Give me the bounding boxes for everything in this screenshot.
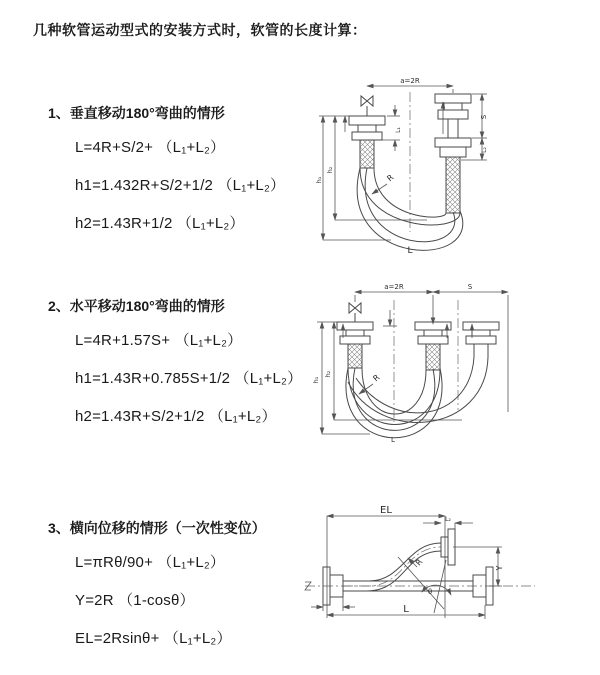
right-flange-top <box>435 94 471 103</box>
upper-flange <box>441 537 448 557</box>
dim-label-h1: h₁ <box>312 376 320 384</box>
section-2-heading: 2、水平移动180°弯曲的情形 <box>48 298 225 314</box>
braided-hose-left <box>360 140 374 168</box>
section-vertical-move <box>48 103 285 250</box>
dim-label-a2r: a=2R <box>384 283 404 291</box>
valve-icon <box>349 303 361 313</box>
dim-label-l1: L₁ <box>395 127 402 133</box>
radius-label: R <box>385 172 396 184</box>
formula-h1: h1=1.43R+0.785S+1/2 （L₁+L₂） <box>75 370 303 387</box>
formula-h2: h2=1.43R+S/2+1/2 （L₁+L₂） <box>75 408 277 425</box>
length-label: L <box>391 436 395 444</box>
hose-displaced <box>343 543 441 581</box>
dim-label-el: EL <box>380 505 392 516</box>
angle-arc <box>422 585 451 595</box>
dim-label-y: Y <box>495 565 504 571</box>
formula-L: L=πRθ/90+ （L₁+L₂） <box>75 554 226 571</box>
horizontal-move-diagram <box>312 282 600 462</box>
page-title: 几种软管运动型式的安装方式时，软管的长度计算： <box>33 22 367 38</box>
formula-L: L=4R+S/2+ （L₁+L₂） <box>75 139 226 156</box>
formula-L: L=4R+1.57S+ （L₁+L₂） <box>75 332 243 349</box>
radius-label: R <box>413 557 425 568</box>
section-horizontal-move <box>48 296 302 443</box>
dim-label-h2: h₂ <box>324 370 332 378</box>
lateral-displacement-diagram <box>303 500 600 650</box>
dim-label-s: S <box>480 114 488 120</box>
section-1-heading: 1、垂直移动180°弯曲的情形 <box>48 105 225 121</box>
radius-arrow <box>372 184 387 194</box>
dim-label-l2: L₂ <box>445 516 451 523</box>
braided-hose-right <box>446 157 460 213</box>
section-lateral-displacement <box>48 518 266 665</box>
left-flange <box>337 322 373 330</box>
formula-Y: Y=2R （1-cosθ） <box>75 592 195 609</box>
right-flange <box>463 322 499 330</box>
braided-hose-middle <box>426 344 440 370</box>
braided-hose-left <box>348 344 362 368</box>
right-flange-lower <box>435 138 471 147</box>
formula-h1: h1=1.432R+S/2+1/2 （L₁+L₂） <box>75 177 286 194</box>
radius-label: R <box>371 372 382 384</box>
dim-label-h2: h₂ <box>326 166 334 174</box>
angle-label: θ <box>427 588 433 596</box>
section-3-heading: 3、横向位移的情形（一次性变位） <box>48 520 266 536</box>
formula-EL: EL=2Rsinθ+ （L₁+L₂） <box>75 630 232 647</box>
length-label: L <box>407 246 413 256</box>
valve-icon <box>361 96 373 106</box>
length-label: L <box>403 604 409 615</box>
dim-label-l2: L₂ <box>481 147 488 153</box>
vertical-move-diagram <box>315 72 585 267</box>
dim-label-s: S <box>467 283 473 291</box>
dim-label-h1: h₁ <box>315 176 323 184</box>
formula-h2: h2=1.43R+1/2 （L₁+L₂） <box>75 215 245 232</box>
left-flange <box>349 116 385 125</box>
curve-centerline <box>343 547 441 586</box>
dim-label-a2r: a=2R <box>400 77 420 85</box>
